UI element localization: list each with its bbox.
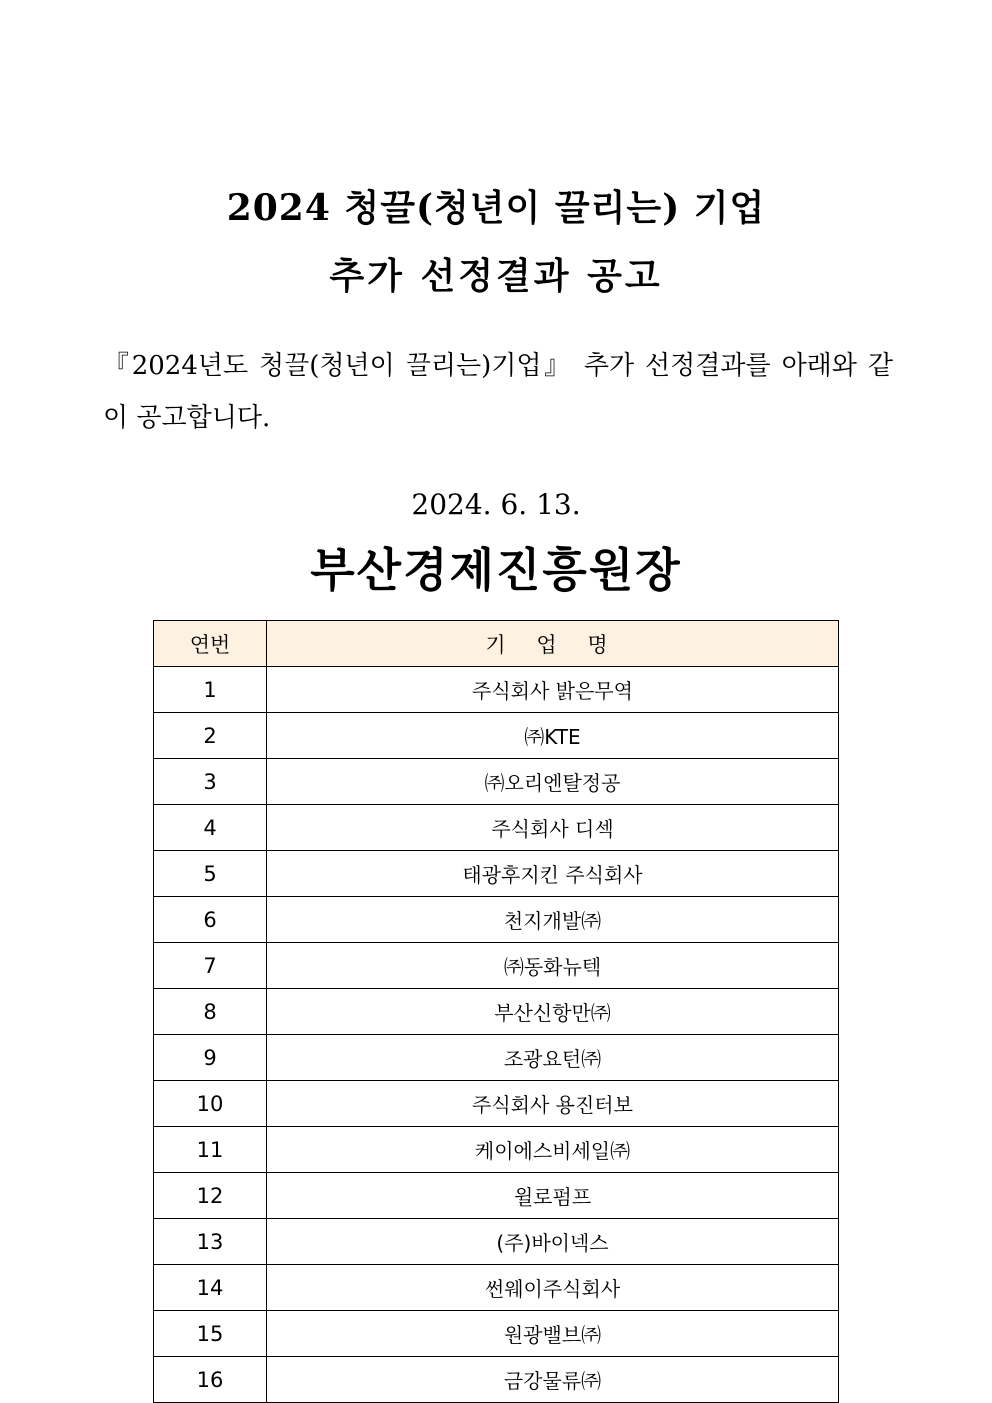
row-number: 15	[154, 1311, 267, 1357]
company-table	[153, 620, 839, 1403]
table-header-row	[154, 621, 839, 667]
company-name: 금강물류㈜	[267, 1357, 839, 1403]
company-name: 부산신항만㈜	[267, 989, 839, 1035]
table-row	[154, 805, 839, 851]
row-number: 1	[154, 667, 267, 713]
company-name: 원광밸브㈜	[267, 1311, 839, 1357]
table-row	[154, 943, 839, 989]
row-number: 5	[154, 851, 267, 897]
table-row	[154, 713, 839, 759]
row-number: 10	[154, 1081, 267, 1127]
table-row	[154, 989, 839, 1035]
row-number: 14	[154, 1265, 267, 1311]
row-number: 16	[154, 1357, 267, 1403]
table-row	[154, 1265, 839, 1311]
row-number: 11	[154, 1127, 267, 1173]
table-row	[154, 1035, 839, 1081]
company-name: (주)바이넥스	[267, 1219, 839, 1265]
issuer-name: 부산경제진흥원장	[310, 543, 682, 597]
company-name: 주식회사 디섹	[267, 805, 839, 851]
table-row	[154, 1311, 839, 1357]
row-number: 13	[154, 1219, 267, 1265]
company-name: ㈜동화뉴텍	[267, 943, 839, 989]
company-name: 태광후지킨 주식회사	[267, 851, 839, 897]
document-title-line2: 추가 선정결과 공고	[329, 255, 663, 297]
company-name: 주식회사 밝은무역	[267, 667, 839, 713]
intro-paragraph: 『2024년도 청끌(청년이 끌리는)기업』 추가 선정결과를 아래와 같이 공고합니다.	[103, 351, 893, 433]
row-number: 8	[154, 989, 267, 1035]
company-name: 주식회사 용진터보	[267, 1081, 839, 1127]
company-name: 조광요턴㈜	[267, 1035, 839, 1081]
column-header-company: 기 업 명	[267, 621, 839, 667]
table-row	[154, 667, 839, 713]
row-number: 4	[154, 805, 267, 851]
row-number: 2	[154, 713, 267, 759]
company-name: 윌로펌프	[267, 1173, 839, 1219]
row-number: 12	[154, 1173, 267, 1219]
table-row	[154, 851, 839, 897]
table-row	[154, 1219, 839, 1265]
table-row	[154, 1357, 839, 1403]
table-row	[154, 1081, 839, 1127]
company-name: 케이에스비세일㈜	[267, 1127, 839, 1173]
company-name: 천지개발㈜	[267, 897, 839, 943]
row-number: 3	[154, 759, 267, 805]
table-row	[154, 1127, 839, 1173]
table-row	[154, 1173, 839, 1219]
row-number: 6	[154, 897, 267, 943]
column-header-number: 연번	[154, 621, 267, 667]
company-name: 썬웨이주식회사	[267, 1265, 839, 1311]
announcement-date: 2024. 6. 13.	[411, 488, 581, 521]
table-row	[154, 759, 839, 805]
table-row	[154, 897, 839, 943]
document-title-line1: 2024 청끌(청년이 끌리는) 기업	[226, 187, 766, 229]
row-number: 9	[154, 1035, 267, 1081]
company-name: ㈜오리엔탈정공	[267, 759, 839, 805]
company-name: ㈜KTE	[267, 713, 839, 759]
row-number: 7	[154, 943, 267, 989]
